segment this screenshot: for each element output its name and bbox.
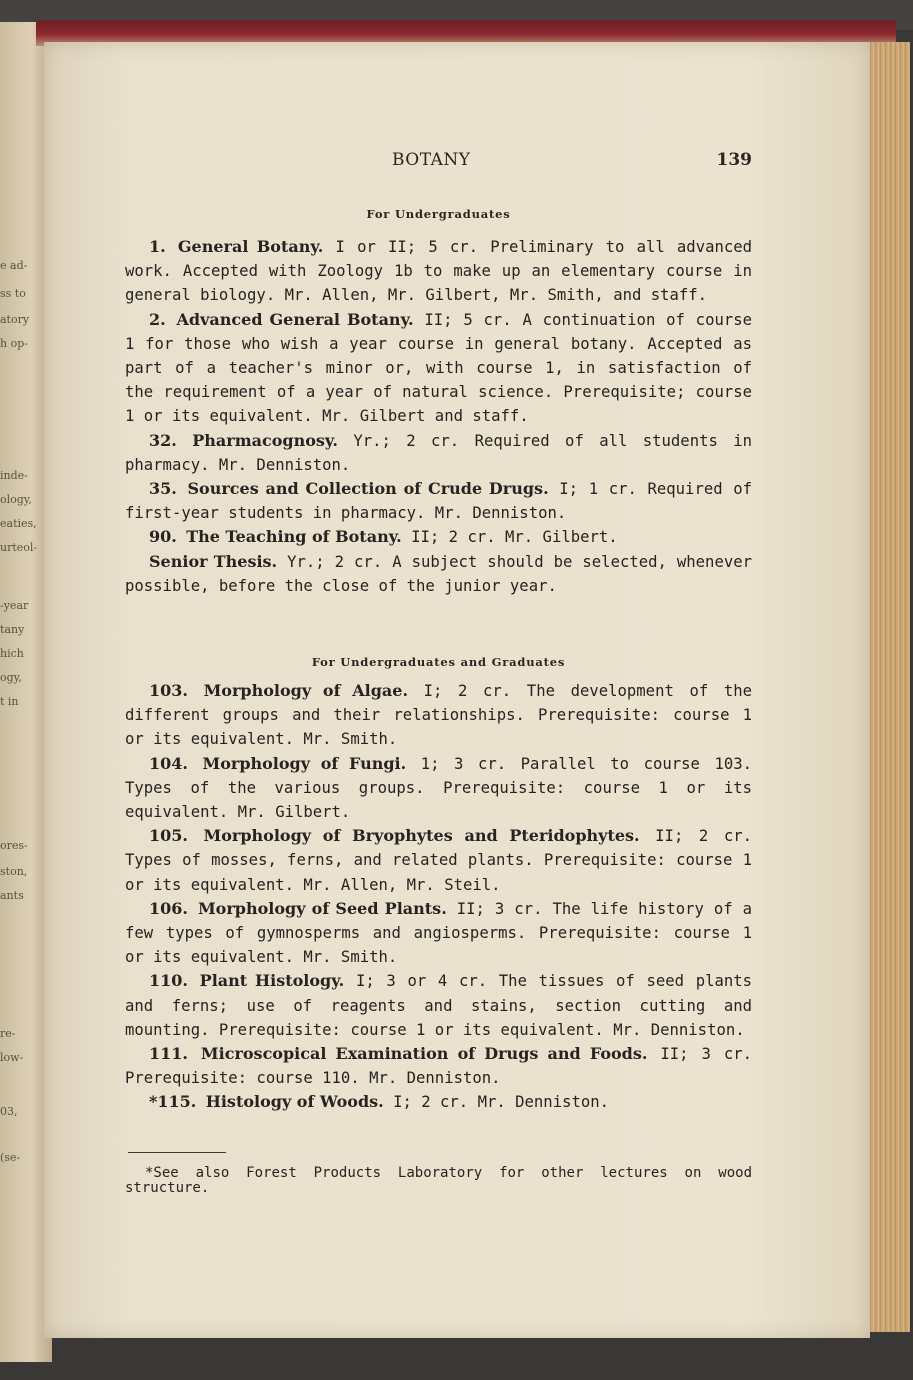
facing-page-fragment: (se- [0, 1151, 21, 1164]
facing-page-fragment: t in [0, 695, 19, 708]
facing-page-fragment: urteol- [0, 541, 38, 554]
facing-page-fragment: ores- [0, 839, 28, 852]
course-description: II; 3 cr. The life history of a few types of gymnosperms and angiosperms. Prerequisite: course 1 or its equivalent. Mr. Smith. [125, 899, 753, 967]
facing-page-fragment: atory [0, 313, 30, 326]
course-name: Morphology of Algae. [203, 681, 409, 700]
course-entry [125, 752, 752, 825]
course-name: Senior Thesis. [149, 551, 278, 571]
course-description: 1; 3 cr. Parallel to course 103. Types of the various groups. Prerequisite: course 1 or its equivalent. Mr. Gilbert. [125, 754, 752, 822]
course-entry [125, 824, 752, 897]
course-entry [125, 429, 752, 477]
facing-page-fragment: ogy, [0, 671, 22, 684]
course-name: General Botany. [177, 237, 324, 256]
course-number: 110. [149, 971, 188, 991]
course-name: Sources and Collection of Crude Drugs. [187, 479, 549, 499]
footnote: *See also Forest Products Laboratory for other lectures on wood structure. [125, 1165, 752, 1196]
course-entry [125, 679, 752, 752]
course-name: Morphology of Seed Plants. [197, 898, 447, 918]
course-number: 32. [149, 430, 177, 450]
facing-page-fragment: tany [0, 623, 25, 636]
footnote-rule [128, 1152, 226, 1153]
course-description: II; 2 cr. Mr. Gilbert. [411, 528, 618, 547]
facing-page-fragment: ston, [0, 865, 28, 878]
course-name: The Teaching of Botany. [186, 527, 402, 547]
course-number: 35. [149, 479, 177, 499]
facing-page-fragment: inde- [0, 469, 28, 482]
facing-page-fragment: -year [0, 599, 29, 612]
facing-page-fragment: ss to [0, 287, 26, 300]
course-entry [125, 308, 752, 429]
course-number: 106. [149, 898, 188, 918]
course-name: Plant Histology. [199, 971, 345, 991]
course-description: II; 3 cr. Prerequisite: course 110. Mr. Denniston. [125, 1045, 753, 1088]
course-description: II; 5 cr. A continuation of course 1 for those who wish a year course in general botany. Accepted as part of a teacher's minor or, with course 1, in satisfaction of the requirement of a year of natural science. Prerequisite; course 1 or its equivalent. Mr. Gilbert and staff. [125, 310, 753, 426]
course-name: Advanced General Botany. [176, 309, 414, 329]
course-entry [125, 235, 752, 308]
facing-page-fragment: e ad- [0, 259, 28, 272]
course-number: 105. [149, 826, 188, 846]
facing-page-fragment: 03, [0, 1105, 18, 1118]
facing-page-fragment: h op- [0, 337, 28, 350]
section-heading: For Undergraduates and Graduates [311, 655, 566, 669]
course-number: 1. [149, 237, 166, 256]
course-description: I or II; 5 cr. Preliminary to all advanced work. Accepted with Zoology 1b to make up an elementary course in general biology. Mr. Allen, Mr. Gilbert, Mr. Smith, and staff. [125, 238, 753, 305]
facing-page-fragment: hich [0, 647, 24, 660]
facing-page-fragment: eaties, [0, 517, 37, 530]
course-name: Morphology of Fungi. [202, 753, 407, 773]
course-description: Yr.; 2 cr. Required of all students in pharmacy. Mr. Denniston. [125, 431, 753, 474]
facing-page-fragment: ology, [0, 493, 33, 506]
course-entry [125, 969, 752, 1042]
course-name: Pharmacognosy. [192, 430, 338, 450]
course-entry [125, 550, 752, 598]
facing-page-fragment: low- [0, 1051, 24, 1064]
course-entry [125, 897, 752, 970]
facing-page-fragment: ants [0, 889, 24, 902]
course-name: Microscopical Examination of Drugs and Foods. [200, 1044, 648, 1064]
course-description: I; 2 cr. Mr. Denniston. [393, 1093, 610, 1112]
course-entry [125, 477, 752, 525]
course-description: I; 1 cr. Required of first-year students in pharmacy. Mr. Denniston. [125, 480, 753, 523]
course-list-undergraduates-graduates [125, 679, 752, 1115]
course-number: 111. [149, 1044, 188, 1064]
section-heading: For Undergraduates [366, 207, 511, 221]
page-number: 139 [716, 150, 752, 170]
running-header [380, 150, 752, 174]
course-name: Histology of Woods. [205, 1092, 384, 1112]
course-entry [125, 1042, 752, 1090]
course-entry [125, 525, 752, 549]
course-list-undergraduates [125, 235, 752, 598]
course-description: I; 2 cr. The development of the different groups and their relationships. Prerequisite: course 1 or its equivalent. Mr. Smith. [125, 682, 752, 749]
course-name: Morphology of Bryophytes and Pteridophytes. [203, 826, 640, 846]
facing-page-fragment: re- [0, 1027, 16, 1040]
course-number: 104. [149, 753, 188, 773]
course-number: *115. [149, 1092, 197, 1112]
course-description: Yr.; 2 cr. A subject should be selected, whenever possible, before the close of the junior year. [125, 552, 752, 595]
course-number: 90. [149, 527, 177, 547]
course-number: 103. [149, 681, 188, 700]
running-title: BOTANY [392, 150, 471, 170]
course-number: 2. [149, 309, 166, 329]
course-description: II; 2 cr. Types of mosses, ferns, and related plants. Prerequisite: course 1 or its equivalent. Mr. Allen, Mr. Steil. [125, 827, 752, 894]
course-entry [125, 1090, 752, 1114]
course-description: I; 3 or 4 cr. The tissues of seed plants and ferns; use of reagents and stains, section cutting and mounting. Prerequisite: course 1 or its equivalent. Mr. Denniston. [125, 972, 753, 1039]
